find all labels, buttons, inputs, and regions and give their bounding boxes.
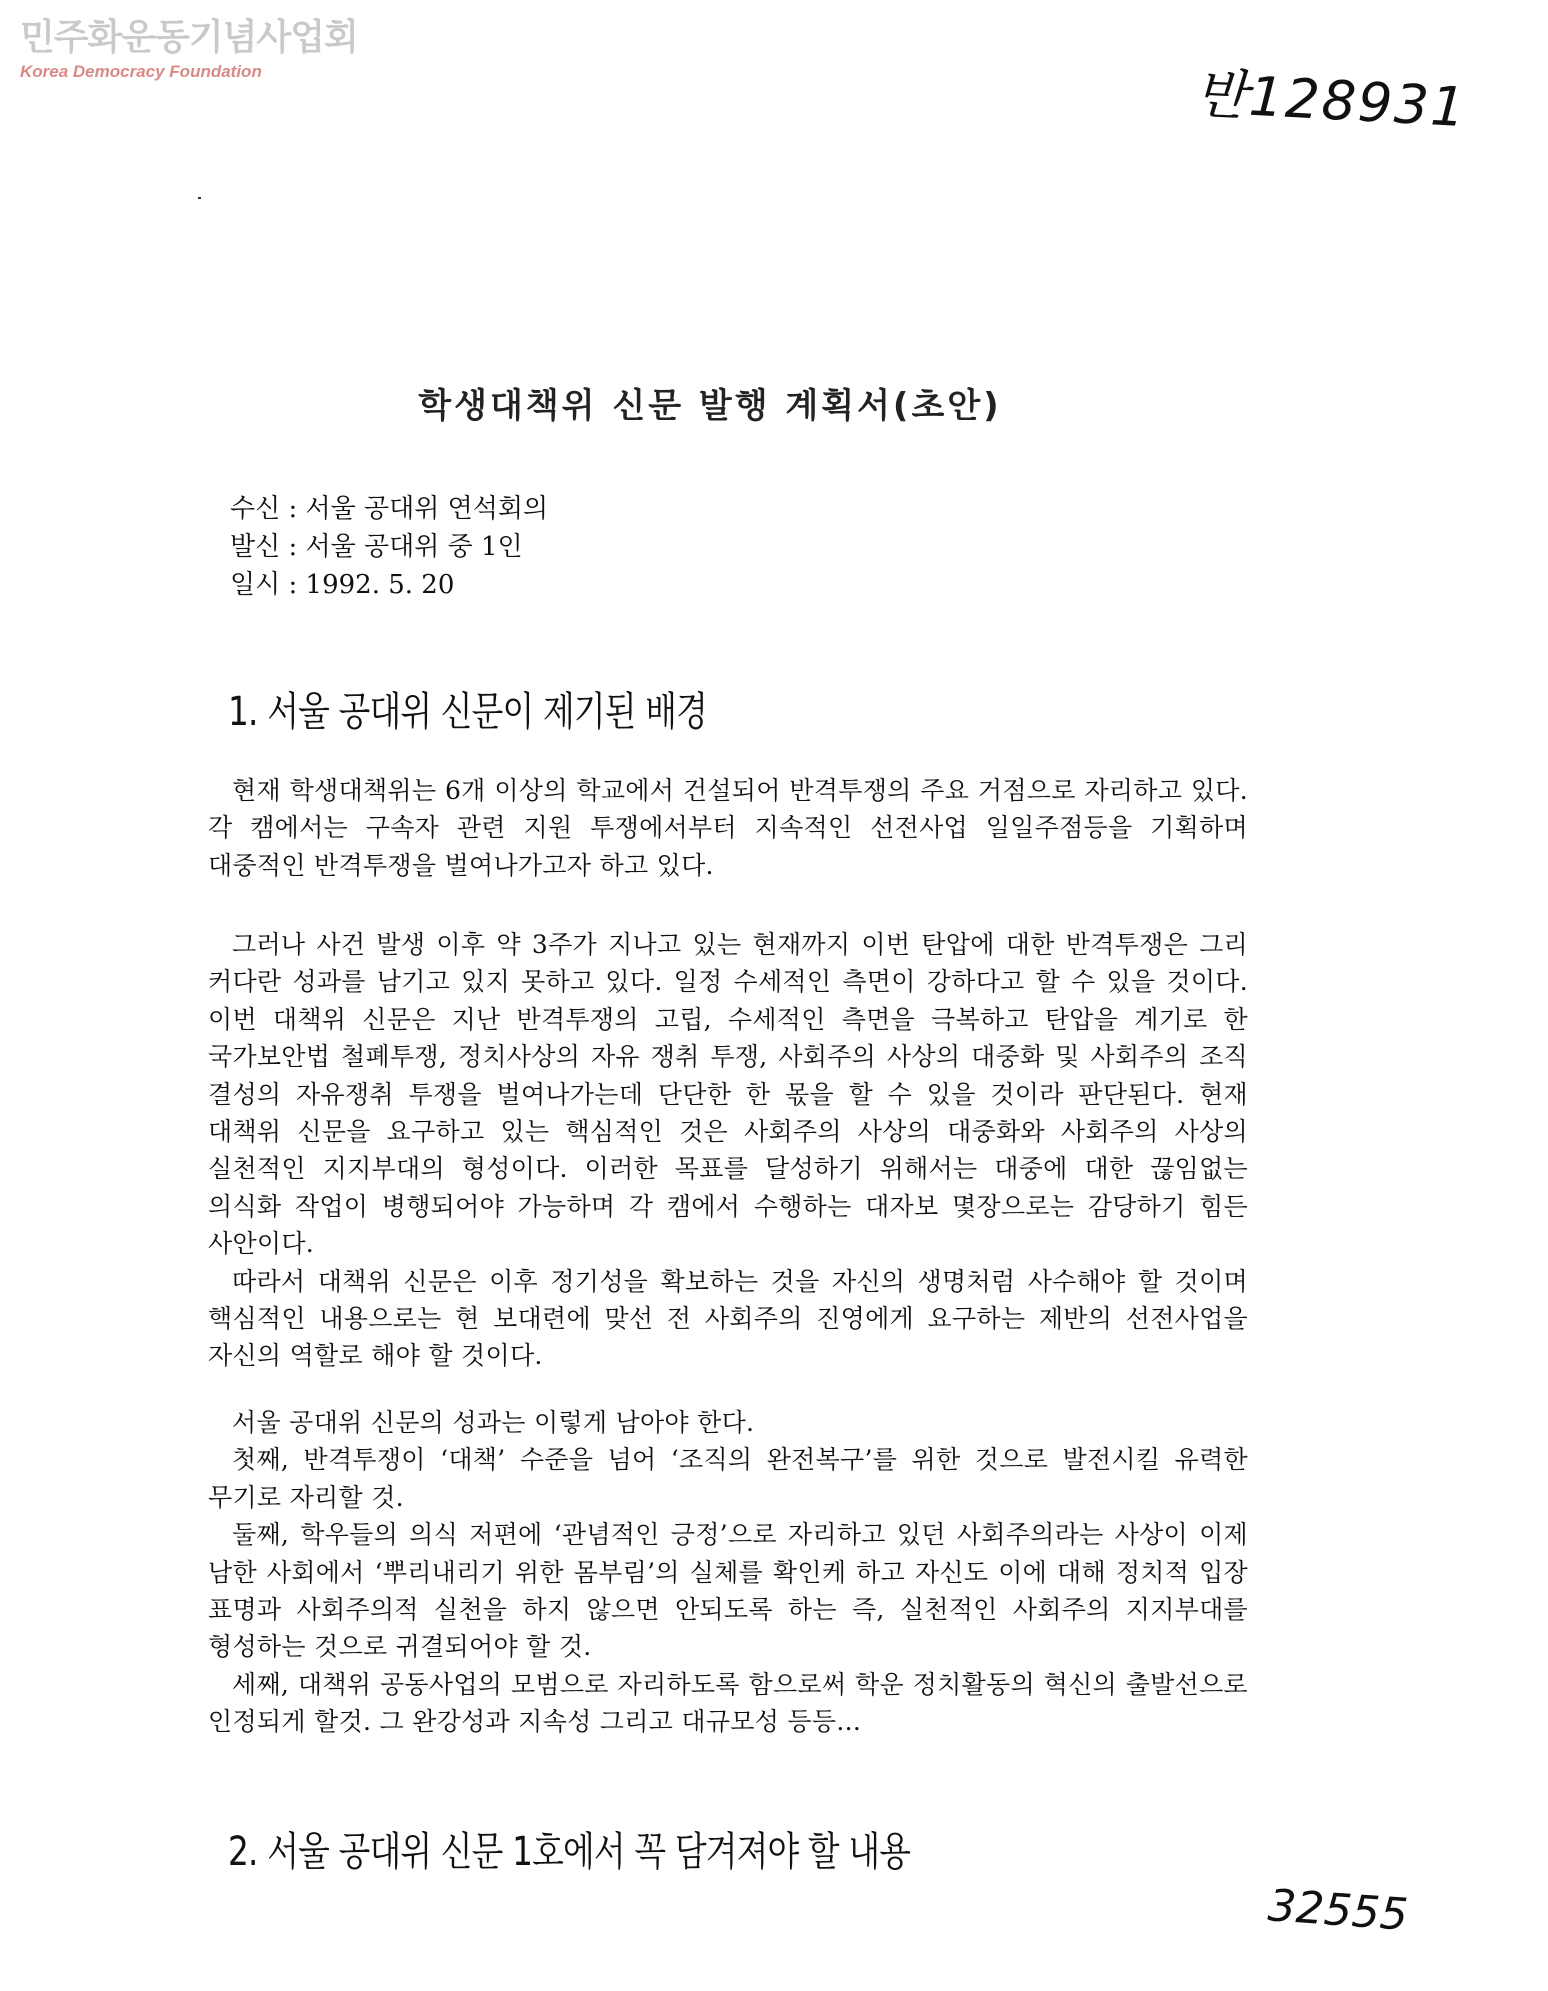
watermark-korean: 민주화운동기념사업회 bbox=[20, 17, 358, 58]
paragraph-text: 그러나 사건 발생 이후 약 3주가 지나고 있는 현재까지 이번 탄압에 대한 반격투쟁은 그리 커다란 성과를 남기고 있지 못하고 있다. 일정 수세적인 측면이 강하다고 할 수 있을 것이다. 이번 대책위 신문은 지난 반격투쟁의 고립, 수세적인 측면을 극복하고 탄압을 계기로 한 국가보안법 철폐투쟁, 정치사상의 자유 쟁취 투쟁, 사회주의 사상의 대중화 및 사회주의 조직 결성의 자유쟁취 투쟁을 벌여나가는데 단단한 한 몫을 할 수 있을 것이라 판단된다. 현재 대책위 신문을 요구하고 있는 핵심적인 것은 사회주의 사상의 대중화와 사회주의 사상의 실천적인 지지부대의 형성이다. 이러한 목표를 달성하기 위해서는 대중에 대한 끊임없는 의식화 작업이 병행되어야 가능하며 각 캠에서 수행하는 대자보 몇장으로는 감당하기 힘든 사안이다. bbox=[208, 930, 1248, 1259]
handwritten-page-number: 32555 bbox=[1266, 1880, 1410, 1941]
scan-speck bbox=[198, 197, 201, 199]
section-1-paragraph-3 bbox=[208, 1404, 1248, 1741]
meta-recipient: 수신 : 서울 공대위 연석회의 bbox=[230, 494, 549, 524]
paragraph-text: 둘째, 학우들의 의식 저편에 ‘관념적인 긍정’으로 자리하고 있던 사회주의라는 사상이 이제 남한 사회에서 ‘뿌리내리기 위한 몸부림’의 실체를 확인케 하고 자신도 이에 대해 정치적 입장 표명과 사회주의적 실천을 하지 않으면 안되도록 하는 즉, 실천적인 사회주의 지지부대를 형성하는 것으로 귀결되어야 할 것. bbox=[208, 1520, 1248, 1662]
meta-sender: 발신 : 서울 공대위 중 1인 bbox=[230, 532, 523, 562]
watermark-logo bbox=[20, 18, 358, 82]
section-1-paragraph-1 bbox=[208, 772, 1248, 884]
document-title: 학생대책위 신문 발행 계획서(초안) bbox=[418, 386, 1002, 426]
paragraph-text: 세째, 대책위 공동사업의 모범으로 자리하도록 함으로써 학운 정치활동의 혁신의 출발선으로 인정되게 할것. 그 완강성과 지속성 그리고 대규모성 등등... bbox=[208, 1669, 1248, 1737]
section-2-heading: 2. 서울 공대위 신문 1호에서 꼭 담겨져야 할 내용 bbox=[228, 1829, 911, 1875]
meta-date: 일시 : 1992. 5. 20 bbox=[230, 570, 455, 600]
section-1-heading: 1. 서울 공대위 신문이 제기된 배경 bbox=[228, 689, 707, 735]
document-meta bbox=[230, 490, 548, 604]
section-1-paragraph-2 bbox=[208, 926, 1248, 1375]
paragraph-text: 따라서 대책위 신문은 이후 정기성을 확보하는 것을 자신의 생명처럼 사수해야 할 것이며 핵심적인 내용으로는 현 보대련에 맞선 전 사회주의 진영에게 요구하는 제반의 선전사업을 자신의 역할로 해야 할 것이다. bbox=[208, 1266, 1248, 1371]
paragraph-text: 첫째, 반격투쟁이 ‘대책’ 수준을 넘어 ‘조직의 완전복구’를 위한 것으로 발전시킬 유력한 무기로 자리할 것. bbox=[208, 1445, 1248, 1512]
paragraph-text: 서울 공대위 신문의 성과는 이렇게 남아야 한다. bbox=[232, 1408, 755, 1437]
paragraph-text: 현재 학생대책위는 6개 이상의 학교에서 건설되어 반격투쟁의 주요 거점으로 자리하고 있다. 각 캠에서는 구속자 관련 지원 투쟁에서부터 지속적인 선전사업 일일주점등을 기획하며 대중적인 반격투쟁을 벌여나가고자 하고 있다. bbox=[208, 776, 1248, 880]
handwritten-archive-number: 반128931 bbox=[1193, 61, 1469, 140]
watermark-english: Korea Democracy Foundation bbox=[20, 62, 262, 81]
